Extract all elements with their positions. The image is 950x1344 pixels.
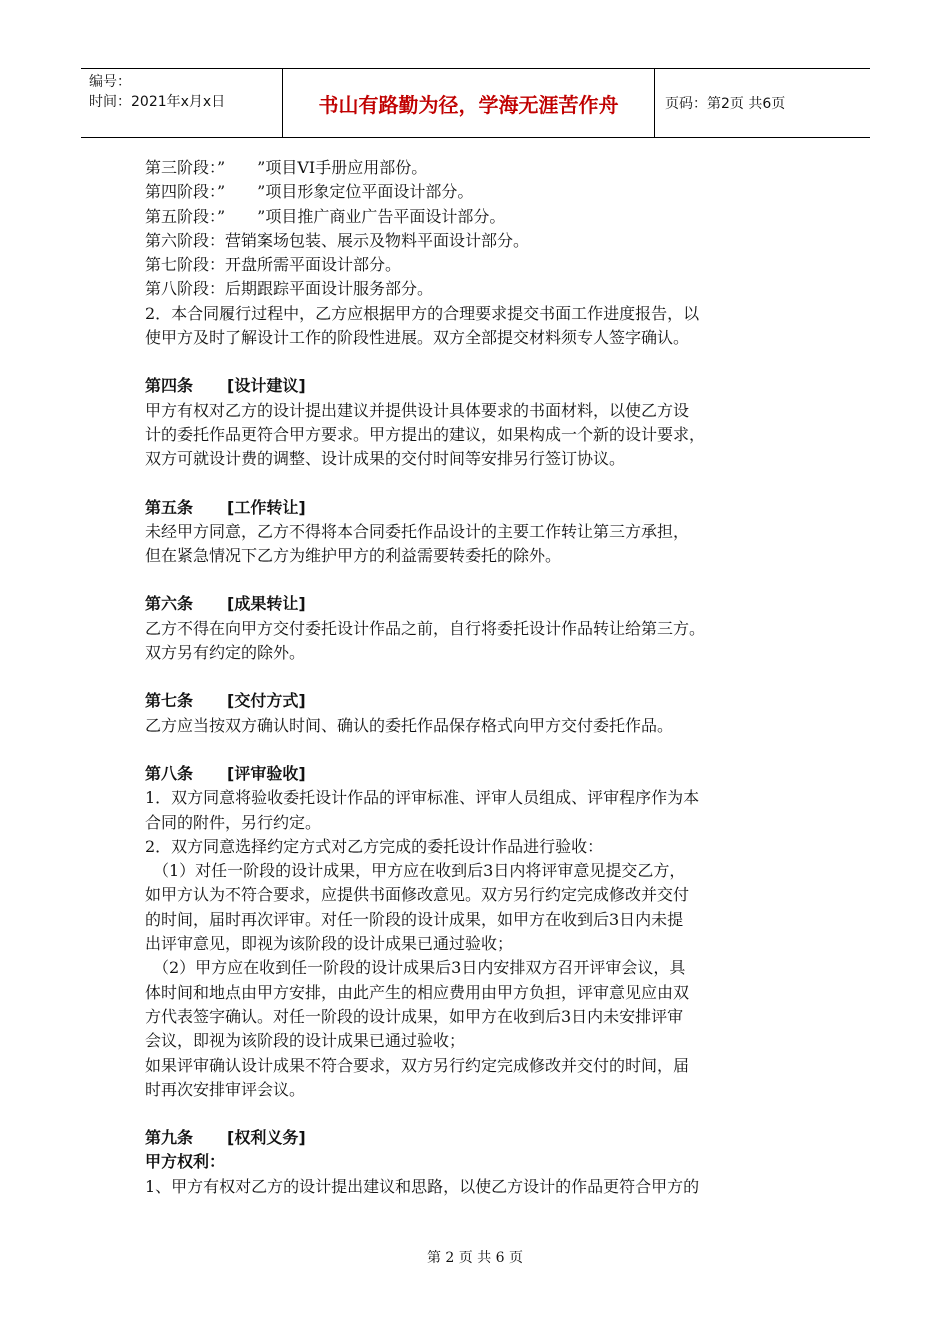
article-7-number: 第七条 [145,691,194,711]
article-8-line-12: 如果评审确认设计成果不符合要求，双方另行约定完成修改并交付的时间，届 [145,1055,690,1075]
article-6-line-2: 双方另有约定的除外。 [145,643,306,663]
article-8-line-5: 如甲方认为不符合要求，应提供书面修改意见。双方另行约定完成修改并交付 [145,885,690,905]
article-9-title: [权利义务] [227,1128,306,1148]
stage-3: 第三阶段：” ”项目VI手册应用部份。 [145,158,428,177]
article-8-line-3: 2．双方同意选择约定方式对乙方完成的委托设计作品进行验收： [145,836,604,856]
article-4-number: 第四条 [145,376,194,396]
article-8-line-6: 的时间，届时再次评审。对任一阶段的设计成果，如甲方在收到后3日内未提 [145,909,684,929]
article-6-line-1: 乙方不得在向甲方交付委托设计作品之前，自行将委托设计作品转让给第三方。 [145,618,706,638]
header-page-info: 页码：第2页 共6页 [665,96,786,112]
article-8-line-11: 会议，即视为该阶段的设计成果已通过验收； [145,1031,466,1051]
clause-2-line-2: 使甲方及时了解设计工作的阶段性进展。双方全部提交材料须专人签字确认。 [145,328,690,348]
document-body [145,156,820,1199]
clause-2-line-1: 2．本合同履行过程中，乙方应根据甲方的合理要求提交书面工作进度报告，以 [145,303,700,323]
header-meta [81,69,283,137]
article-7-line-1: 乙方应当按双方确认时间、确认的委托作品保存格式向甲方交付委托作品。 [145,715,674,735]
article-8-line-4: （1）对任一阶段的设计成果，甲方应在收到后3日内将评审意见提交乙方， [145,861,686,881]
article-8-line-13: 时再次安排审评会议。 [145,1079,306,1099]
article-8-line-2: 合同的附件，另行约定。 [145,812,322,832]
doc-date: 时间：2021年x月x日 [89,94,226,110]
article-5-title: [工作转让] [227,497,306,517]
article-4-heading [145,374,820,398]
article-5-number: 第五条 [145,497,194,517]
page-footer: 第 2 页 共 6 页 [426,1250,524,1266]
article-4-line-3: 双方可就设计费的调整、设计成果的交付时间等安排另行签订协议。 [145,449,626,469]
article-7-heading [145,689,820,713]
party-a-rights-heading: 甲方权利： [145,1152,226,1172]
article-4-line-1: 甲方有权对乙方的设计提出建议并提供设计具体要求的书面材料，以使乙方设 [145,400,690,420]
doc-number-label: 编号： [89,74,131,90]
article-4-title: [设计建议] [227,376,306,396]
article-5-heading [145,496,820,520]
article-8-title: [评审验收] [227,763,306,783]
article-7-title: [交付方式] [227,691,306,711]
stage-8: 第八阶段：后期跟踪平面设计服务部分。 [145,279,434,299]
article-9-line-1: 1、甲方有权对乙方的设计提出建议和思路，以使乙方设计的作品更符合甲方的 [145,1176,700,1196]
article-4-line-2: 计的委托作品更符合甲方要求。甲方提出的建议，如果构成一个新的设计要求， [145,424,706,444]
stage-6: 第六阶段：营销案场包装、展示及物料平面设计部分。 [145,230,530,250]
stage-4: 第四阶段：” ”项目形象定位平面设计部分。 [145,182,474,202]
stage-7: 第七阶段：开盘所需平面设计部分。 [145,255,402,275]
article-8-line-8: （2）甲方应在收到任一阶段的设计成果后3日内安排双方召开评审会议，具 [145,958,686,978]
article-8-line-1: 1．双方同意将验收委托设计作品的评审标准、评审人员组成、评审程序作为本 [145,788,700,808]
article-6-heading [145,592,820,616]
article-5-line-1: 未经甲方同意，乙方不得将本合同委托作品设计的主要工作转让第三方承担， [145,521,690,541]
article-8-number: 第八条 [145,763,194,783]
article-8-line-10: 方代表签字确认。对任一阶段的设计成果，如甲方在收到后3日内未安排评审 [145,1006,684,1026]
article-5-line-2: 但在紧急情况下乙方为维护甲方的利益需要转委托的除外。 [145,546,562,566]
stage-5: 第五阶段：” ”项目推广商业广告平面设计部分。 [145,206,506,226]
article-8-line-7: 出评审意见，即视为该阶段的设计成果已通过验收； [145,934,514,954]
article-9-number: 第九条 [145,1128,194,1148]
article-6-title: [成果转让] [227,594,306,614]
page-header [81,68,870,138]
article-9-heading [145,1126,820,1150]
header-motto: 书山有路勤为径，学海无涯苦作舟 [283,69,655,137]
article-6-number: 第六条 [145,594,194,614]
article-8-line-9: 体时间和地点由甲方安排，由此产生的相应费用由甲方负担，评审意见应由双 [145,982,690,1002]
article-8-heading [145,762,820,786]
